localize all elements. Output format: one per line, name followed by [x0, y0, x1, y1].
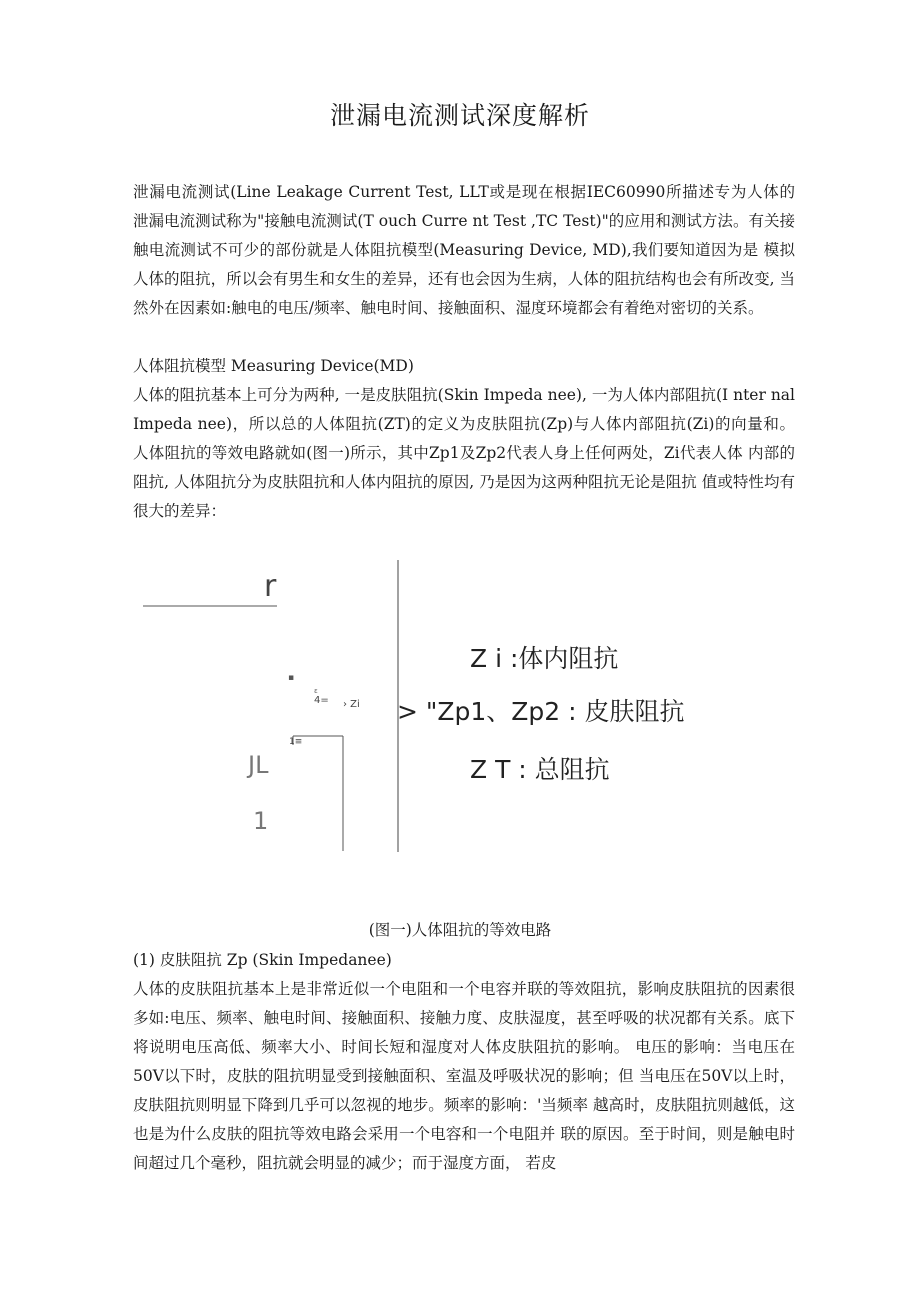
section2-heading: (1) 皮肤阻抗 Zp (Skin Impedanee)	[133, 951, 392, 969]
section2-paragraph: 人体的皮肤阻抗基本上是非常近似一个电阻和一个电容并联的等效阻抗，影响皮肤阻抗的因素很多如:电压、频率、触电时间、接触面积、接触力度、皮肤湿度，甚至呼吸的状况都有关系。底下将说明电压高低、频率大小、时间长短和湿度对人体皮肤阻抗的影响。 电压的影响：当电压在50V以下时，皮肤的阻抗明显受到接触面积、室温及呼吸状况的影响；但 当电压在50V以上时，皮肤阻抗则明显下降到几乎可以忽视的地步。频率的影响：'当频率 越高时，皮肤阻抗则越低，这也是为什么皮肤的阻抗等效电路会采用一个电容和一个电阻并 联的原因。至于时间，则是触电时间超过几个毫秒，阻抗就会明显的减少；而于湿度方面， 若皮	[133, 980, 795, 1172]
section1-paragraph: 人体的阻抗基本上可分为两种, 一是皮肤阻抗(Skin Impeda nee), 一为人体内部阻抗(I nter nal Impeda nee)，所以总的人体阻抗(ZT)的定义为皮肤阻抗(Zp)与人体内部阻抗(Zi)的向量和。 人体阻抗的等效电路就如(图一)所示，其中Zp1及Zp2代表人身上任何两处，Zi代表人体 内部的阻抗, 人体阻抗分为皮肤阻抗和人体内阻抗的原因, 乃是因为这两种阻抗无论是阻抗 值或特性均有很大的差异：	[133, 386, 795, 520]
legend-zt: Z T : 总阻抗	[470, 755, 610, 784]
intro-paragraph: 泄漏电流测试(Line Leakage Current Test, LLT或是现在根据IEC60990所描述专为人体的 泄漏电流测试称为"接触电流测试(T ouch Curre nt Test ,TC Test)"的应用和测试方法。有关接触电流测试不可少的部份就是人体阻抗模型(Measuring Device, MD),我们要知道因为是 模拟人体的阻抗，所以会有男生和女生的差异，还有也会因为生病，人体的阻抗结构也会有所改变, 当然外在因素如:触电的电压/频率、触电时间、接触面积、湿度环境都会有着绝对密切的关系。	[133, 183, 795, 317]
four-label: 4=	[314, 695, 329, 706]
equivalent-circuit-figure	[0, 555, 920, 865]
document-title: 泄漏电流测试深度解析	[329, 101, 590, 130]
one-eq-label: 1≡	[289, 737, 303, 747]
figure-caption: (图一)人体阻抗的等效电路	[368, 921, 552, 939]
legend-zp: > "Zp1、Zp2 : 皮肤阻抗	[397, 697, 685, 726]
legend-zi: Z i :体内阻抗	[470, 644, 619, 673]
r-label: r	[264, 569, 277, 604]
one-label: 1	[253, 807, 269, 835]
dot-label: ▪	[288, 673, 295, 683]
zi-small-label: › Zi	[343, 699, 360, 710]
section1-heading: 人体阻抗模型 Measuring Device(MD)	[133, 357, 414, 375]
jl-label: JL	[248, 751, 269, 779]
small-mark: ε	[314, 687, 318, 695]
